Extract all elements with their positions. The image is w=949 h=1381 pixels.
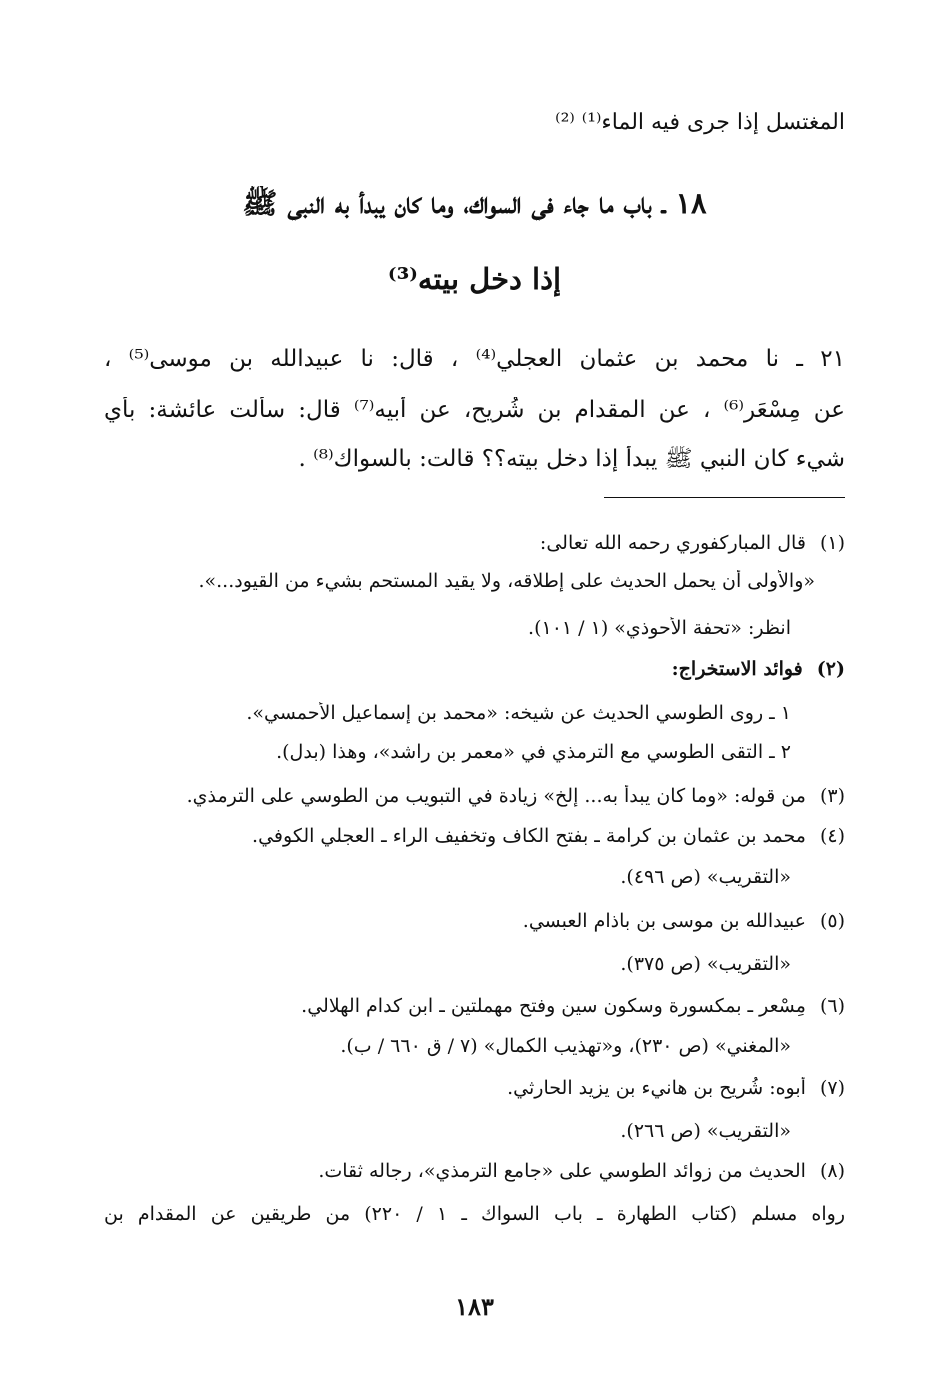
footnote-8-continuation: رواه مسلم (كتاب الطهارة ـ باب السواك ـ ١ / ٢٢٠) من طريقين عن المقدام بن (104, 1203, 845, 1225)
footnote-number: (١) (819, 532, 845, 554)
footnote-number: (٧) (819, 1077, 845, 1099)
hadith-line-1: ٢١ ـ نا محمد بن عثمان العجلي⁽⁴⁾ ، قال: نا عبيدالله بن موسى⁽⁵⁾ ، (104, 346, 845, 372)
footnote-number: (٣) (819, 785, 845, 807)
footnote-text: عبيدالله بن موسى بن باذام العبسي. (522, 910, 806, 932)
footnote-number: (٤) (819, 825, 845, 847)
footnote-6 (104, 995, 845, 1018)
footnote-number: (٦) (819, 995, 845, 1017)
footnote-text: محمد بن عثمان بن كرامة ـ بفتح الكاف وتخفيف الراء ـ العجلي الكوفي. (252, 825, 806, 847)
footnote-8 (104, 1160, 845, 1183)
footnote-separator (604, 497, 845, 498)
footnote-number: (٥) (819, 910, 845, 932)
footnote-7-source: «التقريب» (ص ٢٦٦). (620, 1120, 791, 1142)
page-number: ١٨٣ (455, 1292, 494, 1321)
footnote-6-source: «المغني» (ص ٢٣٠)، و«تهذيب الكمال» (٧ / ق ٦٦٠ / ب). (340, 1035, 791, 1057)
footnote-text: فوائد الاستخراج: (671, 658, 803, 680)
footnote-7 (104, 1077, 845, 1100)
footnote-2-item-1: ١ ـ روى الطوسي الحديث عن شيخه: «محمد بن إسماعيل الأحمسي». (246, 702, 791, 724)
hadith-line-2: عن مِسْعَر⁽⁶⁾ ، عن المقدام بن شُريح، عن أبيه⁽⁷⁾ قال: سألت عائشة: بأي (104, 397, 845, 423)
footnote-text: الحديث من زوائد الطوسي على «جامع الترمذي»، رجاله ثقات. (318, 1160, 806, 1182)
footnote-text: من قوله: «وما كان يبدأ به... إلخ» زيادة في التبويب من الطوسي على الترمذي. (186, 785, 806, 807)
footnote-1 (104, 532, 845, 555)
footnote-4 (104, 825, 845, 848)
footnote-2 (104, 658, 845, 681)
footnote-1-quote: «والأولى أن يحمل الحديث على إطلاقه، ولا يقيد المستحم بشيء من القيود...». (198, 570, 815, 592)
footnote-2-item-2: ٢ ـ التقى الطوسي مع الترمذي في «معمر بن راشد»، وهذا (بدل). (276, 741, 791, 763)
footnote-5 (104, 910, 845, 933)
hadith-line-3: شيء كان النبي ﷺ يبدأ إذا دخل بيته؟؟ قالت: بالسواك⁽⁸⁾ . (298, 446, 845, 472)
chapter-title-line-1: ١٨ ـ باب ما جاء في السواك، وما كان يبدأ به النبي ﷺ (242, 186, 707, 220)
footnote-number: (٨) (819, 1160, 845, 1182)
footnote-4-source: «التقريب» (ص ٤٩٦). (620, 866, 791, 888)
footnote-1-source: انظر: «تحفة الأحوذي» (١ / ١٠١). (528, 617, 791, 639)
running-header-text: المغتسل إذا جرى فيه الماء⁽¹⁾ ⁽²⁾ (555, 110, 845, 135)
chapter-title-line-2: إذا دخل بيته⁽³⁾ (387, 262, 562, 296)
footnote-text: أبوه: شُريح بن هانيء بن يزيد الحارثي. (507, 1077, 806, 1099)
footnote-number: (٢) (816, 658, 845, 680)
footnote-5-source: «التقريب» (ص ٣٧٥). (620, 953, 791, 975)
footnote-3 (104, 785, 845, 808)
footnote-text: مِسْعر ـ بمكسورة وسكون سين وفتح مهملتين ـ ابن كدام الهلالي. (301, 995, 806, 1017)
footnote-text: قال المباركفوري رحمه الله تعالى: (539, 532, 806, 554)
